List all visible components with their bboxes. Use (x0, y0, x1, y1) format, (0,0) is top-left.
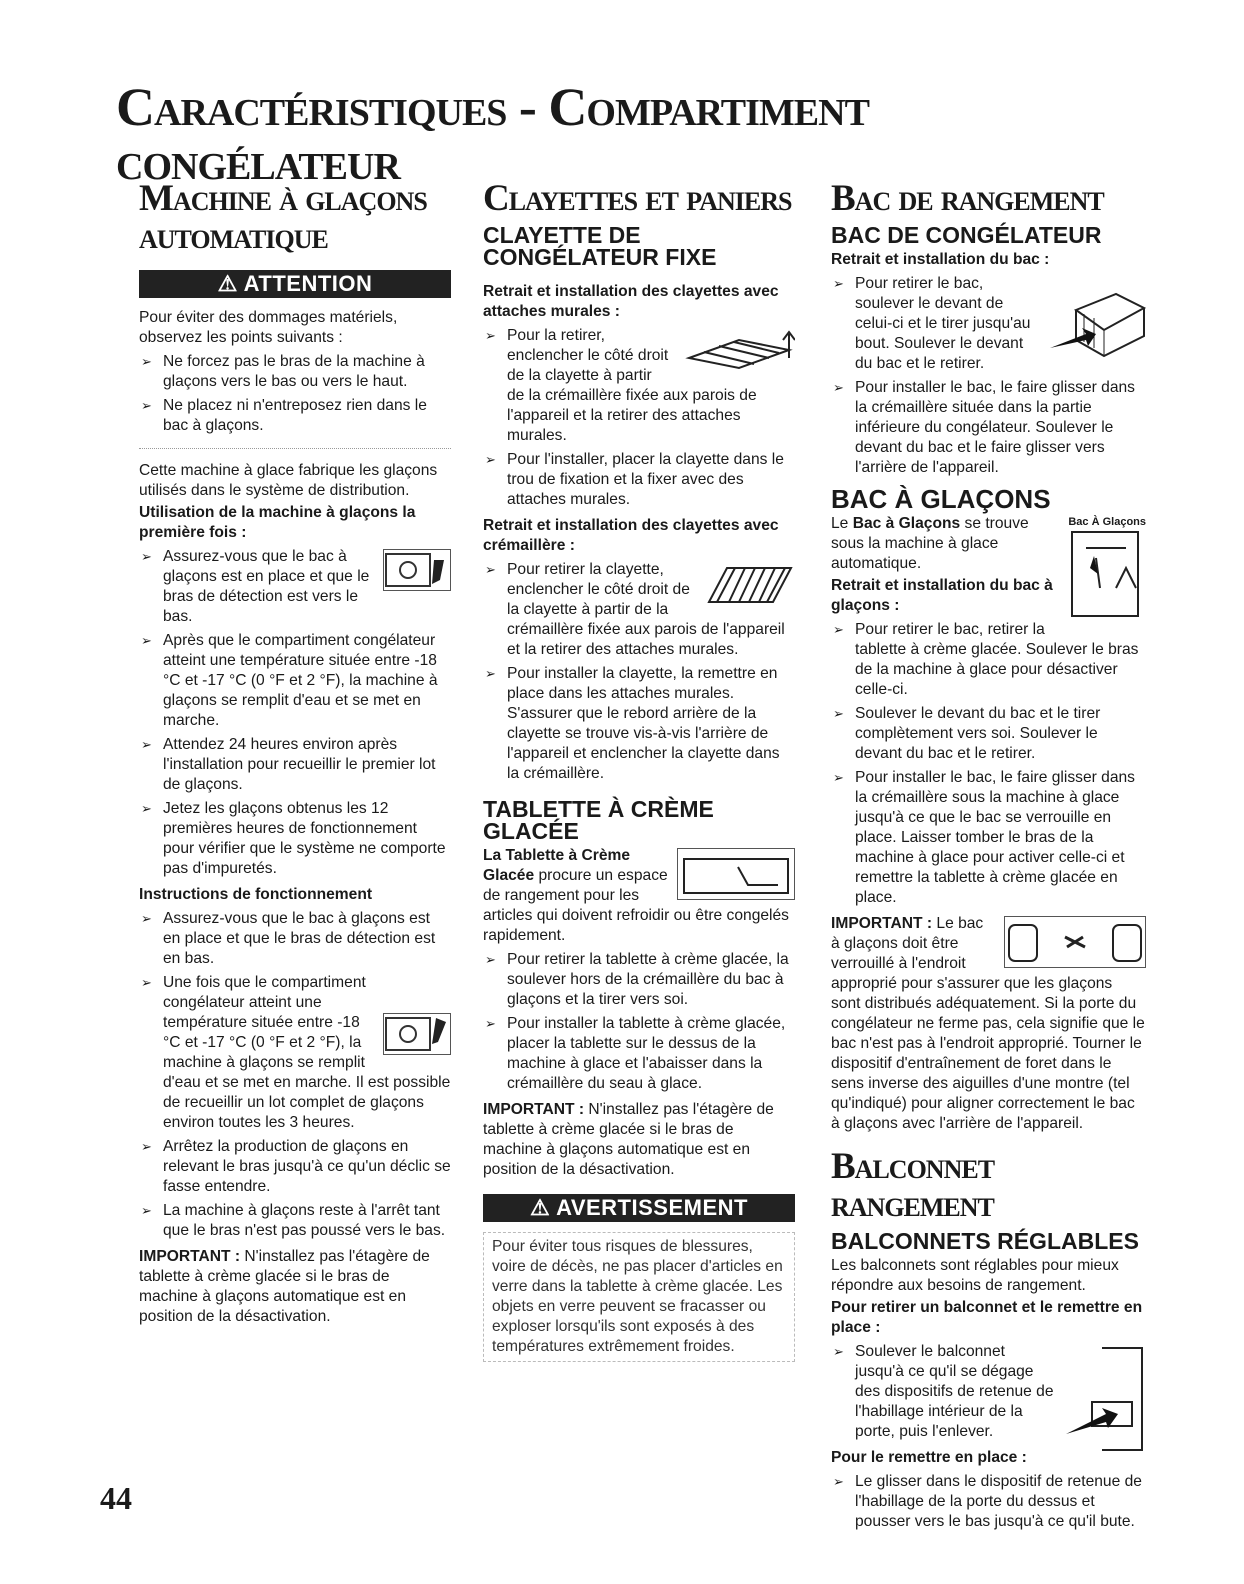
list-item: ➢ Pour installer le bac, le faire glisser dans la crémaillère sous la machine à glace jusqu'à ce que le bac se verrouille en place. Laisser tomber le bras de la machine à glace pour activer celle-ci et remettre la tablette à crème glacée en place. (833, 769, 1135, 906)
attention-banner: ⚠ ATTENTION (139, 270, 451, 298)
important-note: IMPORTANT : N'installez pas l'étagère de tablette à crème glacée si le bras de machine à glaçons automatique est en position de la désactivation. (139, 1248, 430, 1325)
warning-label: AVERTISSEMENT (556, 1195, 748, 1220)
attention-label: ATTENTION (243, 271, 373, 296)
rack-shelf-illustration (705, 562, 795, 608)
list-item: ➢ Pour installer la clayette, la remettre en place dans les attaches murales. S'assurer que le rebord arrière de la clayette se trouve vis-à-vis l'arrière de l'appareil et enclencher la clayette dans la crémaillère. (485, 665, 780, 782)
ice-bin-intro: Bac À Glaçons Le Bac à Glaçons se trouve sous la machine à glace automatique. (831, 514, 1146, 574)
list-item: ➢ Soulever le balconnet jusqu'à ce qu'il se dégage des dispositifs de retenue de l'habillage intérieur de la porte, puis l'enlever. (831, 1342, 1146, 1442)
ice-cream-shelf-illustration (677, 848, 795, 900)
door-bin-illustration (1062, 1344, 1146, 1454)
subheading-freezer-bin: BAC DE CONGÉLATEUR (831, 222, 1102, 248)
bin-heading: Retrait et installation du bac : (831, 251, 1050, 268)
door-bin-list-2 (831, 1472, 1146, 1532)
list-item: ➢ Pour retirer la clayette, enclencher le côté droit de la clayette à partir de la crémaillère fixée aux parois de l'appareil et la retirer des attaches murales. (483, 560, 795, 660)
list-item: ➢ Le glisser dans le dispositif de retenue de l'habillage de la porte du dessus et pousser vers le bas jusqu'à ce qu'il bute. (833, 1473, 1142, 1530)
ice-cream-list (483, 950, 795, 1094)
list-item: ➢ Pour la retirer, enclencher le côté droit de la clayette à partir de la crémaillère fixée aux parois de l'appareil et la retirer des attaches murales. (483, 326, 795, 446)
ice-bin-illustration (383, 1013, 451, 1055)
subheading-ice-bin: BAC À GLAÇONS (831, 484, 1051, 514)
auger-illustration (1004, 916, 1146, 968)
rack-shelf-heading: Retrait et installation des clayettes avec crémaillère : (483, 517, 779, 554)
list-item: ➢ Pour retirer le bac, retirer la tablette à crème glacée. Soulever le bras de la machine à glace pour désactiver celle-ci. (833, 621, 1139, 698)
door-bin-intro: Les balconnets sont réglables pour mieux répondre aux besoins de rangement. (831, 1257, 1119, 1294)
wall-shelf-list (483, 326, 795, 510)
attention-intro: Pour éviter des dommages matériels, observez les points suivants : (139, 309, 398, 346)
important-note: IMPORTANT : Le bac à glaçons doit être verrouillé à l'endroit approprié pour s'assurer que les glaçons sont distribués adéquatement. Si la porte du congélateur ne ferme pas, cela signifie que le bac n'est pas à l'endroit approprié. Tourner le dispositif d'entraînement de foret dans le sens inverse des aiguilles d'une montre (tel qu'indiqué) pour aligner correctement le bac à glaçons avec l'arrière de l'appareil. (831, 915, 1145, 1132)
column-shelves (483, 180, 795, 1364)
ice-bin-location-illustration (1066, 516, 1146, 618)
list-item: ➢ La machine à glaçons reste à l'arrêt tant que le bras n'est pas poussé vers le bas. (141, 1202, 446, 1239)
first-use-heading: Utilisation de la machine à glaçons la première fois : (139, 504, 416, 541)
operation-heading: Instructions de fonctionnement (139, 886, 373, 903)
figure-caption: Bac À Glaçons (1068, 516, 1146, 528)
section-heading-shelves: Clayettes et paniers (483, 178, 792, 219)
subheading-ice-cream-shelf: TABLETTE À CRÈME GLACÉE (483, 796, 714, 844)
rack-shelf-list (483, 560, 795, 784)
divider (139, 448, 451, 449)
ice-maker-intro: Cette machine à glace fabrique les glaçons utilisés dans le système de distribution. (139, 462, 438, 499)
wall-shelf-heading: Retrait et installation des clayettes avec attaches murales : (483, 283, 779, 320)
subheading-fixed-shelf: CLAYETTE DE CONGÉLATEUR FIXE (483, 222, 717, 270)
shelf-illustration (679, 328, 795, 378)
ice-cream-intro: La Tablette à Crème Glacée procure un espace de rangement pour les articles qui doivent refroidir ou être congelés rapidement. (483, 846, 795, 946)
column-ice-maker (139, 180, 451, 1329)
bin-list (831, 274, 1146, 478)
list-item: ➢ Ne placez ni n'entreposez rien dans le bac à glaçons. (141, 397, 427, 434)
freezer-bin-illustration (1046, 290, 1146, 360)
list-item: ➢ Pour installer la tablette à crème glacée, placer la tablette sur le dessus de la machine à glace et l'abaisser dans la crémaillère du seau à glace. (485, 1015, 786, 1092)
list-item: ➢ Soulever le devant du bac et le tirer complètement vers soi. Soulever le devant du bac et le retirer. (833, 705, 1101, 762)
section-heading-storage: Bac de rangement (831, 178, 1104, 219)
list-item: ➢ Pour installer le bac, le faire glisser dans la crémaillère située dans la partie inférieure du congélateur. Soulever le devant du bac et le faire glisser vers l'arrière de l'appareil. (833, 379, 1135, 476)
list-item: ➢ Après que le compartiment congélateur atteint une température située entre -18 °C et -17 °C (0 °F et 2 °F), la machine à glaçons se remplit d'eau et se met en marche. (141, 632, 438, 729)
operation-list (139, 909, 451, 1241)
door-bin-list (831, 1342, 1146, 1442)
column-storage (831, 180, 1146, 1538)
list-item: ➢ Arrêtez la production de glaçons en relevant le bras jusqu'à ce qu'un déclic se fasse entendre. (141, 1138, 451, 1195)
list-item: ➢ Pour l'installer, placer la clayette dans le trou de fixation et la fixer avec des attaches murales. (485, 451, 784, 508)
page-title: Caractéristiques - Compartiment congélateur (116, 77, 869, 191)
door-bin-heading: Pour retirer un balconnet et le remettre en place : (831, 1299, 1143, 1336)
warning-banner: ⚠ AVERTISSEMENT (483, 1194, 795, 1222)
list-item: ➢ Attendez 24 heures environ après l'installation pour recueillir le premier lot de glaçons. (141, 736, 436, 793)
list-item: ➢ Assurez-vous que le bac à glaçons est en place et que le bras de détection est vers le bas. (139, 547, 451, 627)
door-bin-heading-2: Pour le remettre en place : (831, 1449, 1027, 1466)
warning-text: Pour éviter tous risques de blessures, voire de décès, ne pas placer d'articles en verre dans la tablette à crème glacée. Les objets en verre peuvent se fracasser ou exploser lorsqu'ils sont exposés à des températures extrêmement froides. (483, 1232, 795, 1362)
section-heading-ice-maker: Machine à glaçons automatique (139, 178, 427, 257)
subheading-adjustable-bins: BALCONNETS RÉGLABLES (831, 1228, 1139, 1254)
list-item: ➢ Ne forcez pas le bras de la machine à glaçons vers le bas ou vers le haut. (141, 353, 425, 390)
first-use-list (139, 547, 451, 879)
ice-bin-illustration (383, 549, 451, 591)
attention-list (139, 352, 451, 436)
list-item: ➢ Pour retirer le bac, soulever le devant de celui-ci et le tirer jusqu'au bout. Soulever le devant du bac et le retirer. (831, 274, 1146, 374)
list-item: ➢ Pour retirer la tablette à crème glacée, la soulever hors de la crémaillère du bac à glaçons et la tirer vers soi. (485, 951, 789, 1008)
ice-bin-heading: Retrait et installation du bac à glaçons : (831, 577, 1053, 614)
important-note: IMPORTANT : N'installez pas l'étagère de tablette à crème glacée si le bras de machine à glaçons automatique est en position de la désactivation. (483, 1101, 774, 1178)
list-item: ➢ Assurez-vous que le bac à glaçons est en place et que le bras de détection est en bas. (141, 910, 436, 967)
ice-bin-list (831, 620, 1146, 908)
page-number: 44 (100, 1480, 132, 1516)
section-heading-door-bins: Balconnet rangement (831, 1146, 995, 1225)
list-item: ➢ Jetez les glaçons obtenus les 12 premières heures de fonctionnement pour vérifier que le système ne comporte pas d'impuretés. (141, 800, 446, 877)
list-item: ➢ Une fois que le compartiment congélateur atteint une température située entre -18 °C et -17 °C (0 °F et 2 °F), la machine à glaçons se remplit d'eau et se met en marche. Il est possible de recueillir un lot complet de glaçons environ toutes les 3 heures. (141, 974, 451, 1131)
